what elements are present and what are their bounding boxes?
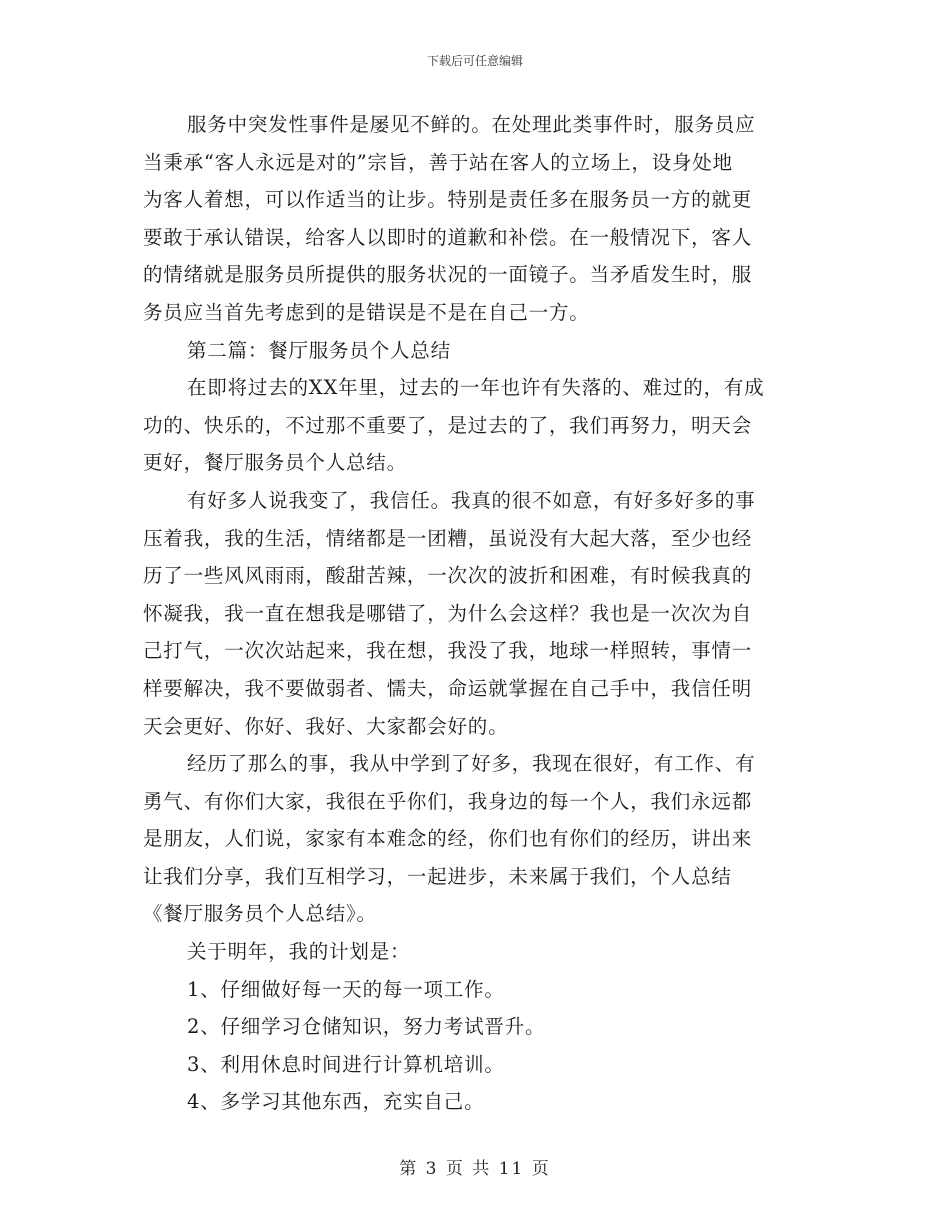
paragraph-line: 务员应当首先考虑到的是错误是不是在自己一方。 [143, 300, 590, 324]
paragraph-line: 历了一些风风雨雨，酸甜苦辣，一次次的波折和困难，有时候我真的 [143, 564, 753, 588]
paragraph-line: 天会更好、你好、我好、大家都会好的。 [143, 714, 509, 738]
list-item: 1、仔细做好每一天的每一项工作。 [187, 977, 505, 1001]
paragraph-line: 经历了那么的事，我从中学到了好多，我现在很好，有工作、有 [187, 752, 756, 776]
section-heading: 第二篇：餐厅服务员个人总结 [187, 338, 451, 362]
paragraph-line: 关于明年，我的计划是： [187, 940, 411, 964]
paragraph-line: 功的、快乐的，不过那不重要了，是过去的了，我们再努力，明天会 [143, 413, 753, 437]
paragraph-line: 的情绪就是服务员所提供的服务状况的一面镜子。当矛盾发生时，服 [143, 263, 753, 287]
paragraph-line: 在即将过去的XX年里，过去的一年也许有失落的、难过的，有成 [187, 376, 765, 400]
paragraph-line: 为客人着想，可以作适当的让步。特别是责任多在服务员一方的就更 [143, 188, 753, 212]
paragraph-line: 样要解决，我不要做弱者、懦夫，命运就掌握在自己手中，我信任明 [143, 676, 753, 700]
list-item: 3、利用休息时间进行计算机培训。 [187, 1052, 505, 1076]
paragraph-line: 让我们分享，我们互相学习，一起进步，未来属于我们，个人总结 [143, 864, 732, 888]
paragraph-line: 要敢于承认错误，给客人以即时的道歉和补偿。在一般情况下，客人 [143, 225, 753, 249]
page-header: 下载后可任意编辑 [426, 54, 523, 68]
document-body [143, 106, 808, 1121]
paragraph-line: 己打气，一次次站起来，我在想，我没了我，地球一样照转，事情一 [143, 639, 753, 663]
paragraph-line: 是朋友，人们说，家家有本难念的经，你们也有你们的经历，讲出来 [143, 827, 753, 851]
paragraph-line: 有好多人说我变了，我信任。我真的很不如意，有好多好多的事 [187, 488, 756, 512]
paragraph-line: 更好，餐厅服务员个人总结。 [143, 451, 407, 475]
paragraph-line: 怀凝我，我一直在想我是哪错了，为什么会这样？我也是一次次为自 [143, 601, 753, 625]
paragraph-line: 当秉承“客人永远是对的”宗旨，善于站在客人的立场上，设身处地 [143, 150, 733, 174]
paragraph-line: 服务中突发性事件是屡见不鲜的。在处理此类事件时，服务员应 [187, 113, 756, 136]
list-item: 4、多学习其他东西，充实自己。 [187, 1090, 485, 1114]
page-footer: 第 3 页 共 11 页 [399, 1159, 551, 1179]
paragraph-line: 压着我，我的生活，情绪都是一团糟，虽说没有大起大落，至少也经 [143, 526, 753, 550]
list-item: 2、仔细学习仓储知识，努力考试晋升。 [187, 1015, 546, 1039]
paragraph-line: 勇气、有你们大家，我很在乎你们，我身边的每一个人，我们永远都 [143, 789, 753, 813]
paragraph-line: 《餐厅服务员个人总结》。 [143, 902, 377, 926]
